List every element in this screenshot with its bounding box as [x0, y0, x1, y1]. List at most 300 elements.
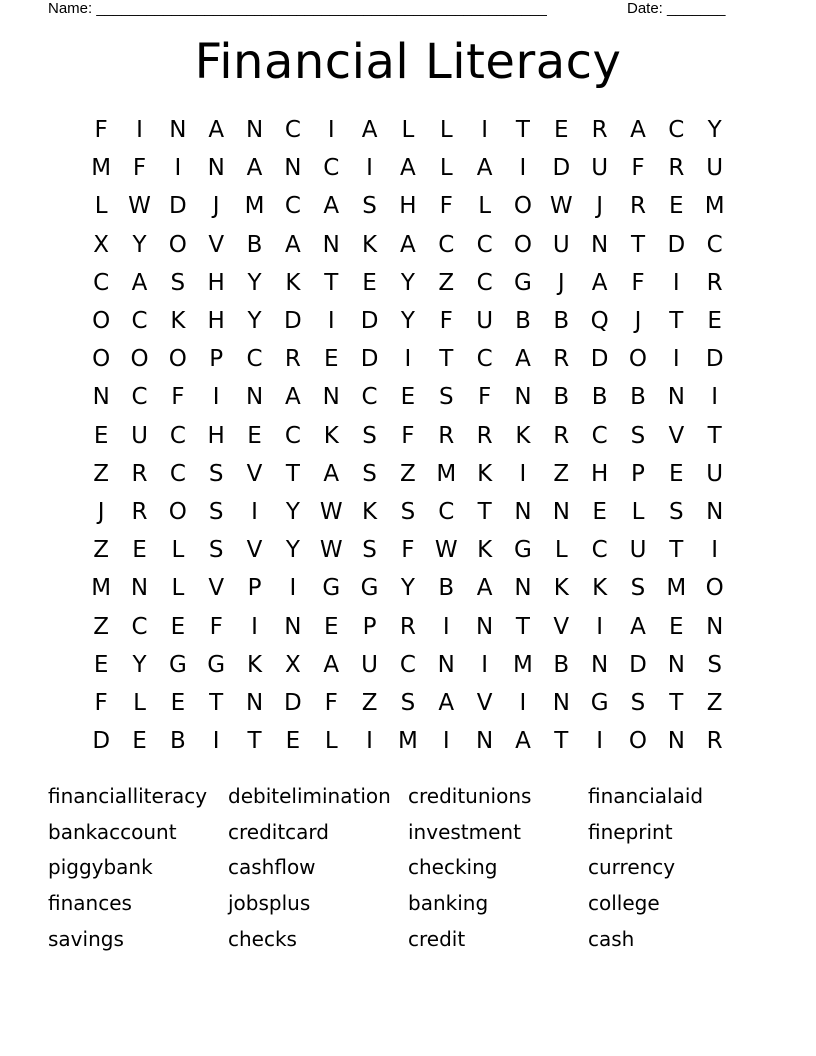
grid-letter: M — [244, 193, 265, 220]
grid-row — [82, 264, 734, 302]
grid-letter: C — [476, 346, 493, 373]
grid-letter: O — [130, 346, 149, 373]
grid-letter: A — [285, 384, 301, 411]
grid-letter: F — [401, 422, 415, 449]
grid-letter: A — [400, 231, 416, 258]
grid-letter: N — [706, 498, 724, 525]
grid-letter: I — [442, 613, 450, 640]
grid-letter: N — [476, 728, 494, 755]
grid-letter: T — [515, 613, 530, 640]
grid-letter: F — [631, 155, 645, 182]
grid-letter: D — [169, 193, 187, 220]
grid-letter: V — [208, 575, 225, 602]
grid-letter: J — [212, 193, 220, 220]
grid-letter: W — [549, 193, 573, 220]
grid-letter: S — [208, 537, 224, 564]
grid-letter: C — [246, 346, 263, 373]
word-bank-item: checking — [408, 855, 498, 880]
grid-letter: L — [171, 537, 185, 564]
grid-letter: M — [397, 728, 418, 755]
grid-letter: N — [552, 689, 570, 716]
grid-letter: Y — [247, 269, 262, 296]
grid-letter: Z — [706, 689, 723, 716]
grid-letter: A — [476, 155, 493, 182]
grid-letter: A — [323, 193, 340, 220]
grid-letter: N — [92, 384, 110, 411]
grid-letter: V — [553, 613, 570, 640]
grid-letter: D — [284, 308, 302, 335]
grid-letter: C — [131, 613, 148, 640]
grid-row — [82, 340, 734, 378]
grid-row — [82, 722, 734, 760]
grid-letter: M — [436, 460, 457, 487]
word-bank-item: fineprint — [588, 819, 673, 844]
date-field-line: Date: _______ — [627, 0, 726, 17]
word-bank-item: creditcard — [228, 819, 329, 844]
grid-letter: T — [669, 308, 684, 335]
grid-letter: S — [208, 460, 224, 487]
grid-letter: H — [207, 269, 225, 296]
grid-letter: F — [171, 384, 185, 411]
grid-letter: V — [668, 422, 685, 449]
grid-letter: A — [515, 346, 531, 373]
grid-letter: E — [362, 269, 377, 296]
word-bank — [48, 778, 788, 957]
grid-letter: T — [515, 117, 530, 144]
grid-letter: E — [170, 613, 186, 640]
grid-letter: B — [630, 384, 646, 411]
grid-letter: N — [284, 155, 302, 182]
grid-row — [82, 378, 734, 416]
grid-letter: I — [519, 155, 527, 182]
word-bank-item: financialliteracy — [48, 783, 208, 808]
grid-letter: N — [667, 384, 685, 411]
page-title: Financial Literacy — [194, 34, 622, 90]
grid-letter: E — [247, 422, 262, 449]
grid-letter: E — [323, 613, 339, 640]
grid-letter: T — [324, 269, 339, 296]
word-bank-item: college — [588, 891, 660, 916]
grid-letter: P — [362, 613, 377, 640]
word-bank-item: currency — [588, 855, 676, 880]
grid-letter: C — [131, 308, 148, 335]
grid-letter: N — [514, 498, 532, 525]
word-bank-item: bankaccount — [48, 819, 177, 844]
grid-letter: A — [323, 651, 340, 678]
grid-letter: D — [360, 308, 379, 335]
word-bank-item: cash — [588, 927, 635, 952]
grid-letter: I — [711, 384, 719, 411]
grid-letter: E — [669, 193, 684, 220]
grid-letter: T — [707, 422, 722, 449]
grid-letter: A — [438, 689, 455, 716]
grid-letter: K — [170, 308, 186, 335]
grid-letter: K — [362, 498, 378, 525]
grid-letter: E — [707, 308, 722, 335]
grid-letter: I — [366, 728, 373, 755]
grid-letter: E — [669, 460, 684, 487]
grid-letter: P — [209, 346, 224, 373]
grid-letter: L — [133, 689, 146, 716]
grid-letter: O — [628, 728, 648, 755]
grid-letter: W — [434, 537, 458, 564]
grid-letter: C — [399, 651, 416, 678]
grid-letter: G — [168, 651, 187, 678]
grid-letter: A — [400, 155, 416, 182]
grid-letter: C — [438, 231, 455, 258]
grid-letter: R — [629, 193, 646, 220]
grid-letter: S — [400, 689, 416, 716]
grid-letter: N — [667, 651, 685, 678]
grid-letter: M — [666, 575, 687, 602]
word-bank-item: financialaid — [588, 783, 704, 808]
grid-letter: E — [93, 422, 109, 449]
grid-letter: H — [207, 422, 225, 449]
grid-letter: O — [705, 575, 724, 602]
grid-letter: L — [94, 193, 108, 220]
grid-letter: L — [478, 193, 492, 220]
grid-letter: Q — [590, 308, 609, 335]
grid-letter: M — [513, 651, 533, 678]
grid-letter: D — [667, 231, 686, 258]
grid-letter: Y — [132, 651, 147, 678]
grid-letter: C — [169, 422, 186, 449]
grid-letter: G — [322, 575, 341, 602]
grid-letter: H — [207, 308, 225, 335]
grid-letter: F — [94, 689, 108, 716]
grid-letter: N — [245, 689, 264, 716]
grid-letter: I — [442, 728, 450, 755]
grid-letter: R — [131, 498, 148, 525]
grid-letter: N — [130, 575, 149, 602]
grid-letter: N — [245, 117, 264, 144]
grid-letter: C — [668, 117, 685, 144]
grid-letter: E — [170, 689, 186, 716]
grid-letter: U — [476, 308, 494, 335]
grid-letter: U — [131, 422, 148, 449]
word-bank-item: cashflow — [228, 855, 316, 880]
grid-letter: C — [438, 498, 455, 525]
grid-letter: D — [590, 346, 609, 373]
word-bank-row — [48, 850, 788, 886]
grid-letter: B — [591, 384, 608, 411]
grid-letter: J — [97, 498, 105, 525]
grid-letter: K — [247, 651, 263, 678]
grid-letter: O — [168, 231, 187, 258]
grid-letter: T — [285, 460, 300, 487]
grid-letter: R — [706, 728, 723, 755]
grid-row — [82, 455, 734, 493]
grid-letter: K — [362, 231, 378, 258]
grid-letter: V — [208, 231, 225, 258]
grid-letter: C — [706, 231, 723, 258]
grid-letter: O — [92, 308, 111, 335]
grid-letter: I — [519, 689, 527, 716]
grid-letter: T — [554, 728, 569, 755]
grid-letter: F — [401, 537, 415, 564]
grid-letter: E — [93, 651, 109, 678]
grid-letter: F — [439, 193, 453, 220]
grid-letter: Y — [400, 308, 415, 335]
grid-letter: K — [323, 422, 339, 449]
grid-letter: S — [630, 422, 646, 449]
grid-letter: N — [514, 575, 532, 602]
grid-letter: D — [284, 689, 302, 716]
grid-letter: T — [209, 689, 224, 716]
grid-letter: R — [668, 155, 685, 182]
grid-letter: C — [131, 384, 148, 411]
grid-letter: I — [212, 728, 220, 755]
word-bank-item: savings — [48, 927, 124, 952]
grid-letter: A — [630, 613, 646, 640]
grid-letter: A — [515, 728, 531, 755]
grid-letter: N — [706, 613, 724, 640]
grid-letter: S — [630, 689, 646, 716]
grid-letter: K — [477, 537, 493, 564]
grid-letter: Y — [400, 575, 415, 602]
grid-letter: I — [251, 613, 258, 640]
grid-letter: R — [476, 422, 493, 449]
word-bank-item: piggybank — [48, 855, 153, 880]
grid-letter: K — [553, 575, 569, 602]
grid-letter: S — [669, 498, 684, 525]
grid-letter: C — [591, 537, 608, 564]
grid-letter: Y — [247, 308, 262, 335]
grid-letter: C — [284, 193, 301, 220]
grid-letter: R — [706, 269, 723, 296]
word-bank-item: jobsplus — [228, 891, 311, 916]
grid-letter: S — [170, 269, 186, 296]
word-bank-item: banking — [408, 891, 489, 916]
grid-letter: B — [169, 728, 186, 755]
grid-row — [82, 607, 734, 645]
grid-letter: L — [439, 155, 453, 182]
grid-letter: V — [246, 460, 263, 487]
grid-letter: A — [208, 117, 225, 144]
grid-letter: M — [91, 575, 112, 602]
grid-letter: I — [481, 651, 488, 678]
grid-letter: R — [553, 346, 570, 373]
grid-letter: T — [477, 498, 492, 525]
grid-letter: F — [477, 384, 492, 411]
grid-letter: C — [476, 231, 493, 258]
grid-letter: R — [399, 613, 416, 640]
grid-letter: X — [285, 651, 301, 678]
grid-letter: G — [207, 651, 226, 678]
grid-letter: C — [284, 422, 301, 449]
word-bank-item: finances — [48, 891, 132, 916]
word-bank-item: credit — [408, 927, 466, 952]
grid-letter: O — [513, 193, 532, 220]
word-bank-item: investment — [408, 819, 521, 844]
grid-letter: N — [437, 651, 455, 678]
grid-letter: E — [669, 613, 684, 640]
grid-letter: N — [591, 651, 609, 678]
grid-letter: K — [515, 422, 531, 449]
grid-row — [82, 111, 734, 149]
grid-letter: A — [476, 575, 493, 602]
grid-row — [82, 149, 734, 187]
grid-letter: M — [91, 155, 112, 182]
grid-letter: D — [552, 155, 571, 182]
grid-letter: G — [360, 575, 379, 602]
grid-letter: S — [362, 193, 377, 220]
grid-letter: A — [591, 269, 608, 296]
grid-letter: Z — [361, 689, 378, 716]
grid-letter: V — [476, 689, 493, 716]
grid-letter: N — [245, 384, 264, 411]
grid-letter: K — [285, 269, 301, 296]
grid-letter: B — [438, 575, 455, 602]
grid-letter: N — [322, 384, 340, 411]
grid-letter: I — [174, 155, 182, 182]
grid-letter: E — [554, 117, 569, 144]
grid-letter: B — [246, 231, 263, 258]
grid-letter: N — [552, 498, 570, 525]
grid-letter: U — [591, 155, 609, 182]
grid-letter: I — [596, 728, 604, 755]
grid-letter: S — [707, 651, 722, 678]
grid-letter: J — [596, 193, 604, 220]
grid-letter: S — [208, 498, 224, 525]
grid-letter: X — [93, 231, 110, 258]
grid-letter: R — [591, 117, 608, 144]
grid-letter: U — [552, 231, 570, 258]
grid-letter: I — [212, 384, 220, 411]
grid-letter: Y — [285, 537, 300, 564]
word-bank-row — [48, 814, 788, 850]
grid-letter: I — [672, 269, 680, 296]
grid-row — [82, 187, 734, 225]
grid-letter: C — [169, 460, 186, 487]
grid-letter: L — [401, 117, 415, 144]
grid-letter: B — [553, 651, 570, 678]
grid-row — [82, 646, 734, 684]
grid-row — [82, 226, 734, 264]
grid-row — [82, 684, 734, 722]
grid-letter: R — [131, 460, 148, 487]
grid-letter: H — [399, 193, 417, 220]
grid-letter: F — [439, 308, 453, 335]
grid-letter: M — [704, 193, 725, 220]
grid-letter: T — [630, 231, 646, 258]
grid-letter: L — [439, 117, 453, 144]
grid-letter: O — [513, 231, 532, 258]
grid-letter: U — [361, 651, 378, 678]
grid-letter: B — [515, 308, 531, 335]
grid-letter: S — [362, 537, 377, 564]
grid-letter: S — [400, 498, 416, 525]
grid-letter: N — [207, 155, 225, 182]
grid-letter: C — [591, 422, 608, 449]
grid-letter: W — [128, 193, 151, 220]
grid-letter: I — [289, 575, 297, 602]
grid-letter: L — [631, 498, 645, 525]
grid-letter: T — [439, 346, 454, 373]
grid-letter: R — [553, 422, 570, 449]
grid-letter: Y — [707, 117, 722, 144]
word-bank-item: creditunions — [408, 783, 532, 808]
grid-letter: Y — [400, 269, 415, 296]
grid-letter: E — [132, 728, 147, 755]
grid-letter: S — [362, 422, 377, 449]
word-bank-row — [48, 921, 788, 957]
grid-letter: I — [404, 346, 412, 373]
grid-letter: Y — [285, 498, 300, 525]
grid-letter: I — [672, 346, 680, 373]
grid-row — [82, 302, 734, 340]
name-field-line: Name: ______________________________________________________ — [48, 0, 547, 17]
grid-letter: O — [92, 346, 111, 373]
grid-letter: G — [514, 269, 532, 296]
grid-letter: C — [93, 269, 110, 296]
grid-letter: I — [519, 460, 527, 487]
grid-letter: W — [319, 537, 343, 564]
grid-letter: Z — [400, 460, 416, 487]
grid-letter: F — [132, 155, 147, 182]
grid-letter: U — [629, 537, 647, 564]
grid-letter: S — [630, 575, 646, 602]
grid-letter: E — [323, 346, 339, 373]
grid-letter: V — [246, 537, 263, 564]
grid-letter: N — [476, 613, 494, 640]
grid-letter: B — [553, 308, 570, 335]
grid-letter: N — [591, 231, 609, 258]
grid-letter: Z — [553, 460, 570, 487]
grid-letter: D — [360, 346, 379, 373]
grid-row — [82, 417, 734, 455]
grid-letter: N — [667, 728, 685, 755]
grid-letter: R — [284, 346, 301, 373]
grid-letter: S — [362, 460, 377, 487]
grid-letter: C — [476, 269, 493, 296]
word-bank-item: debitelimination — [228, 783, 391, 808]
grid-letter: N — [514, 384, 532, 411]
grid-letter: C — [323, 155, 340, 182]
grid-letter: E — [285, 728, 301, 755]
grid-letter: K — [477, 460, 493, 487]
grid-letter: J — [634, 308, 642, 335]
grid-letter: N — [284, 613, 302, 640]
grid-letter: O — [628, 346, 648, 373]
grid-letter: T — [669, 537, 684, 564]
grid-letter: U — [706, 155, 724, 182]
grid-letter: T — [247, 728, 262, 755]
word-bank-row — [48, 885, 788, 921]
grid-letter: E — [132, 537, 147, 564]
grid-letter: S — [438, 384, 454, 411]
grid-letter: C — [361, 384, 378, 411]
grid-letter: K — [592, 575, 608, 602]
grid-letter: D — [92, 728, 111, 755]
grid-letter: O — [168, 498, 187, 525]
grid-letter: C — [284, 117, 301, 144]
grid-letter: R — [438, 422, 455, 449]
grid-letter: A — [246, 155, 263, 182]
grid-letter: F — [324, 689, 338, 716]
grid-letter: L — [554, 537, 568, 564]
grid-letter: F — [631, 269, 645, 296]
grid-letter: E — [592, 498, 607, 525]
grid-letter: N — [169, 117, 187, 144]
grid-letter: E — [400, 384, 416, 411]
grid-row — [82, 493, 734, 531]
grid-letter: I — [481, 117, 488, 144]
grid-letter: Y — [132, 231, 147, 258]
grid-letter: A — [630, 117, 646, 144]
grid-letter: B — [553, 384, 570, 411]
grid-letter: I — [136, 117, 143, 144]
